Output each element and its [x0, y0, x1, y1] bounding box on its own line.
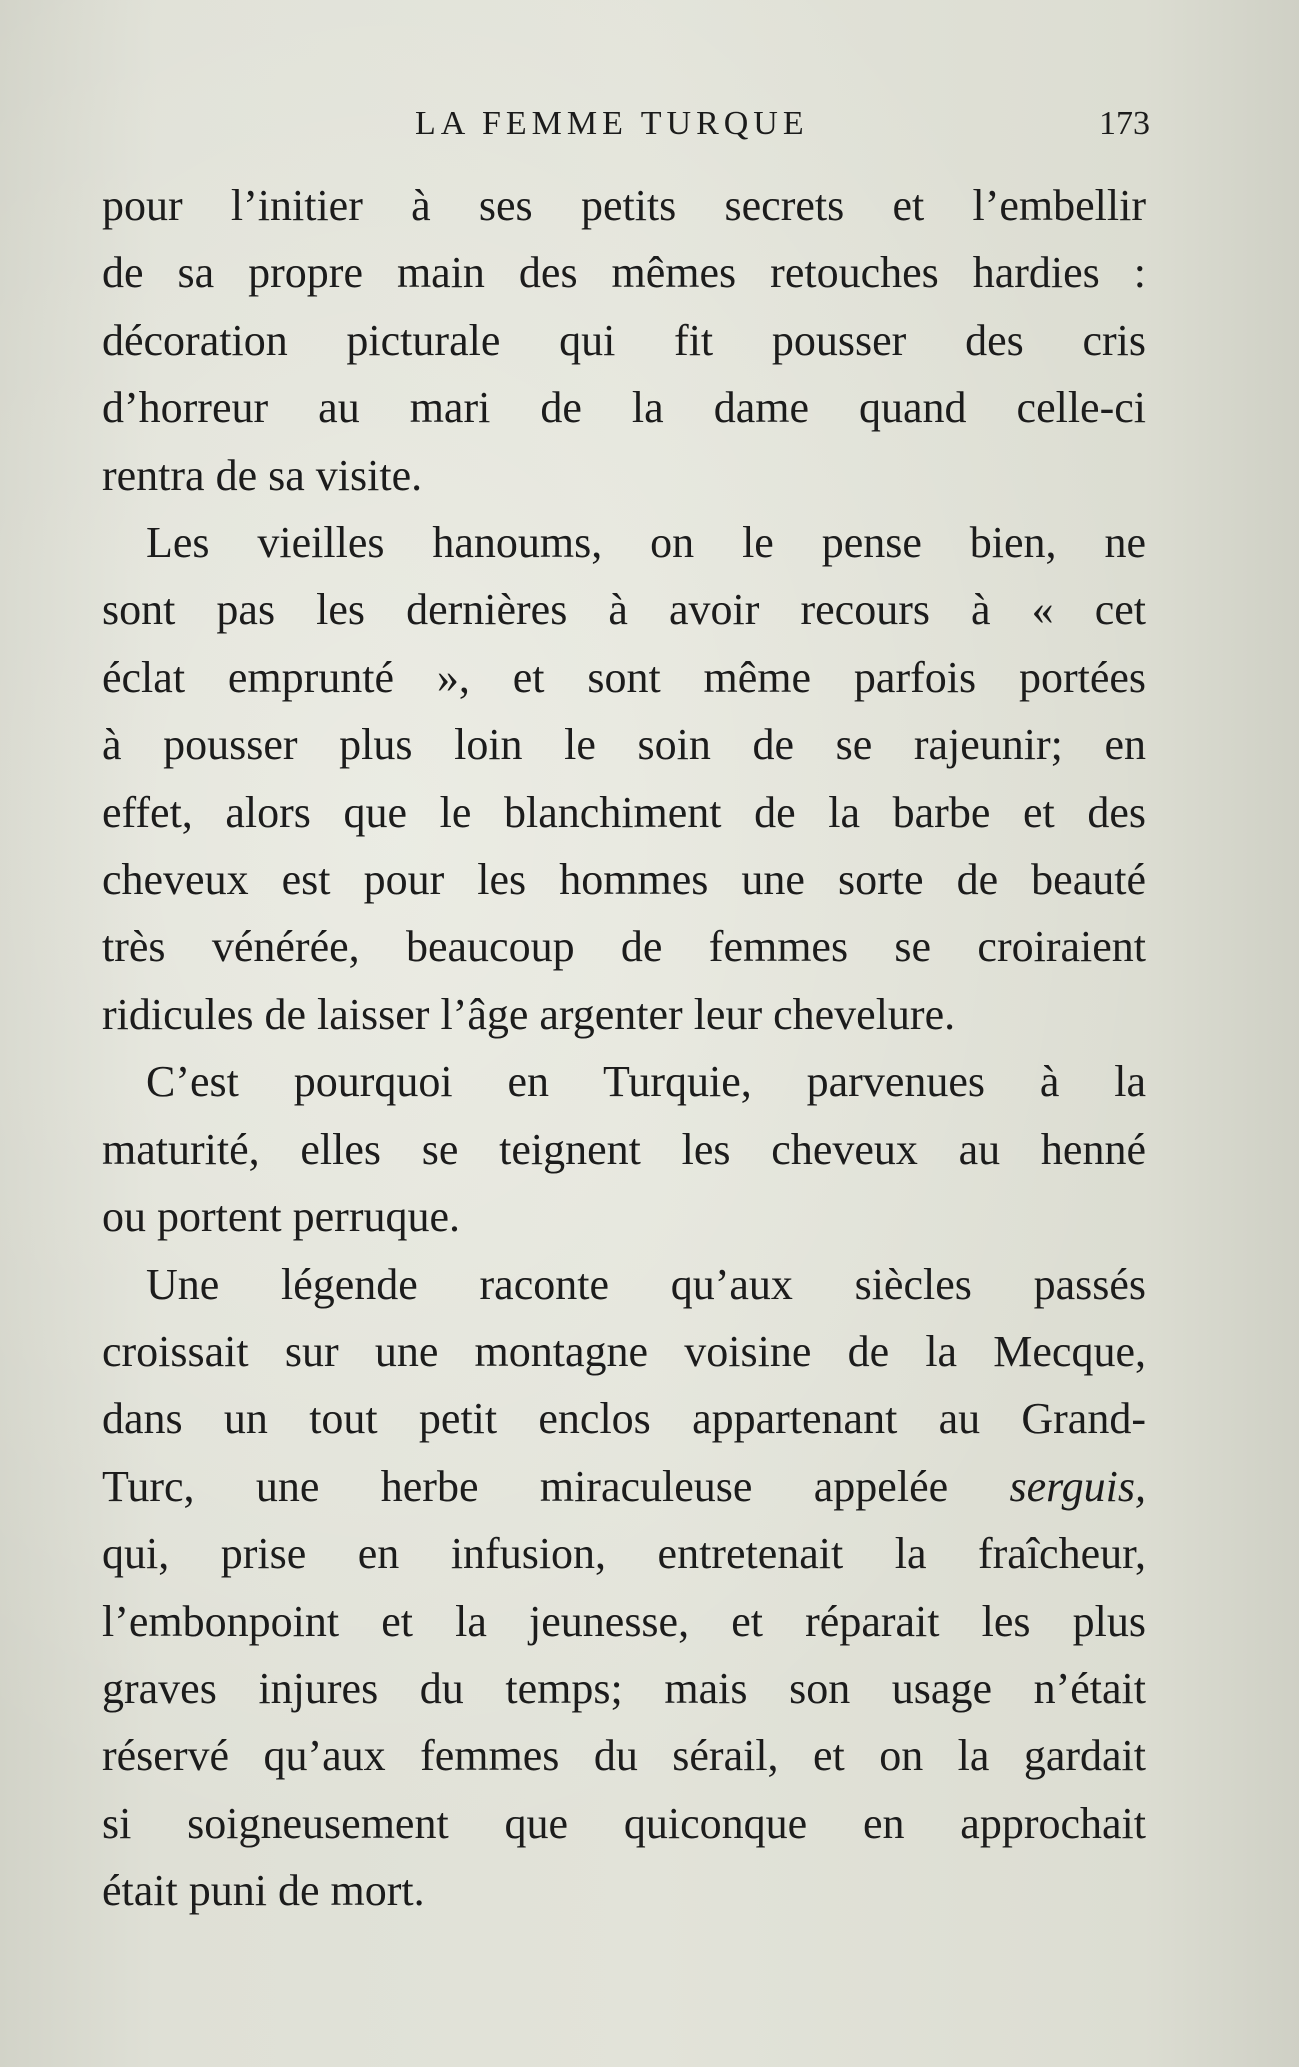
- text-line: croissait sur une montagne voisine de la Mecque,: [102, 1326, 1146, 1376]
- text-line: à pousser plus loin le soin de se rajeunir; en: [102, 720, 1146, 770]
- text-line: rentra de sa visite.: [102, 450, 423, 500]
- text-line: graves injures du temps; mais son usage n’était: [102, 1663, 1146, 1713]
- text-line: Les vieilles hanoums, on le pense bien, ne: [146, 518, 1146, 568]
- text-line: très vénérée, beaucoup de femmes se croiraient: [102, 922, 1146, 972]
- body-text: [102, 172, 1146, 1925]
- paragraph-2: [102, 509, 1146, 1048]
- text-line: décoration picturale qui fit pousser des cris: [102, 315, 1146, 365]
- italic-word: serguis,: [1009, 1461, 1146, 1511]
- running-title: LA FEMME TURQUE: [415, 105, 809, 142]
- text-line: réservé qu’aux femmes du sérail, et on la gardait: [102, 1731, 1146, 1781]
- text-line: effet, alors que le blanchiment de la barbe et des: [102, 787, 1146, 837]
- text-line: éclat emprunté », et sont même parfois portées: [102, 652, 1146, 702]
- paragraph-3: [102, 1048, 1146, 1250]
- text-line: cheveux est pour les hommes une sorte de beauté: [102, 855, 1146, 905]
- text-line: de sa propre main des mêmes retouches hardies :: [102, 248, 1146, 298]
- text-line: était puni de mort.: [102, 1866, 425, 1916]
- text-line: pour l’initier à ses petits secrets et l’embellir: [102, 181, 1146, 230]
- text-line: qui, prise en infusion, entretenait la fraîcheur,: [102, 1529, 1146, 1579]
- text-line: d’horreur au mari de la dame quand celle-ci: [102, 383, 1146, 433]
- text-fragment: Turc, une herbe miraculeuse appelée: [102, 1461, 1010, 1511]
- paragraph-4: [102, 1251, 1146, 1925]
- text-line: dans un tout petit enclos appartenant au Grand-: [102, 1394, 1146, 1444]
- text-line: maturité, elles se teignent les cheveux au henné: [102, 1124, 1146, 1174]
- text-line: Une légende raconte qu’aux siècles passés: [146, 1259, 1146, 1309]
- text-line: C’est pourquoi en Turquie, parvenues à la: [146, 1057, 1146, 1107]
- text-line-with-italic: [102, 1453, 1146, 1520]
- text-line: sont pas les dernières à avoir recours à « cet: [102, 585, 1146, 635]
- text-line: ridicules de laisser l’âge argenter leur chevelure.: [102, 989, 956, 1039]
- text-line: si soigneusement que quiconque en approchait: [102, 1798, 1146, 1848]
- text-line: l’embonpoint et la jeunesse, et réparait les plus: [102, 1596, 1146, 1646]
- page-number: 173: [1099, 105, 1150, 142]
- page-header: [100, 102, 1150, 146]
- paragraph-1: [102, 172, 1146, 509]
- text-line: ou portent perruque.: [102, 1192, 460, 1242]
